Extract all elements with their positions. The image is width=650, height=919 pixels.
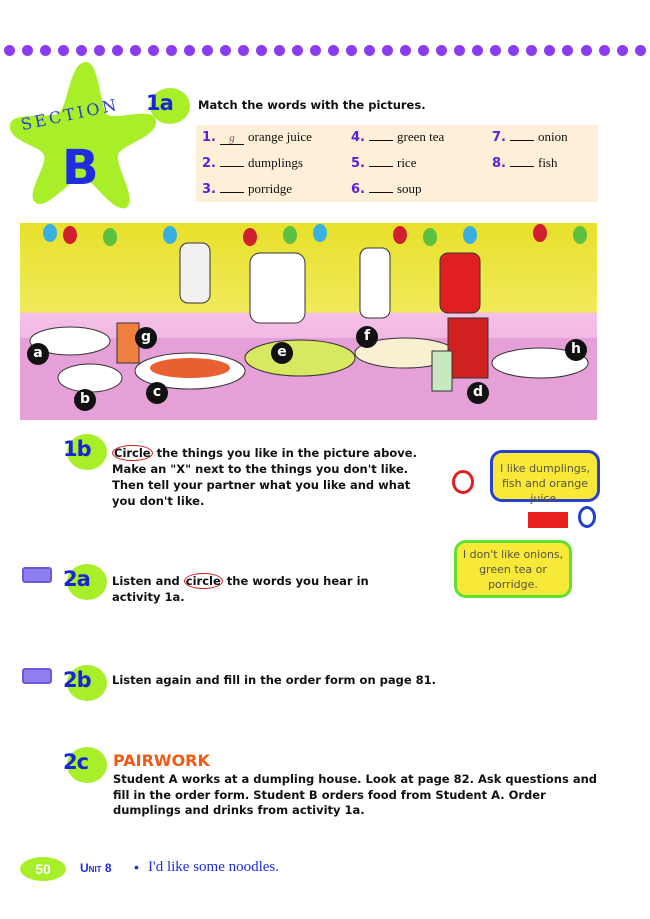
picture-label-e: e — [271, 342, 293, 364]
decorative-dot — [346, 45, 357, 56]
match-item — [202, 181, 292, 197]
decorative-dot — [544, 45, 555, 56]
decorative-dot — [256, 45, 267, 56]
decorative-dot — [166, 45, 177, 56]
section-letter: B — [62, 140, 99, 196]
party-food-picture — [20, 223, 597, 420]
section-label: SECTION — [19, 94, 121, 135]
decorative-dot — [238, 45, 249, 56]
speech-bubble-likes: I like dumplings, fish and orange juice. — [490, 450, 600, 502]
instruction-text: the words you hear in activity 1a. — [112, 574, 369, 604]
item-number: 5. — [351, 156, 365, 171]
item-number: 2. — [202, 156, 216, 171]
decorative-dot — [22, 45, 33, 56]
decorative-dot — [382, 45, 393, 56]
match-item — [351, 155, 416, 171]
person-icon — [452, 470, 474, 494]
match-item — [492, 155, 557, 171]
decorative-dot — [40, 45, 51, 56]
unit-title: I'd like some noodles. — [148, 859, 280, 875]
picture-label-h: h — [565, 339, 587, 361]
picture-label-c: c — [146, 382, 168, 404]
decorative-dot — [292, 45, 303, 56]
circled-word: Circle — [114, 446, 151, 460]
match-item — [351, 129, 444, 145]
activity-number-2b: 2b — [67, 665, 107, 701]
match-item — [202, 155, 303, 171]
item-word: dumplings — [247, 155, 303, 170]
activity-number-1b: 1b — [67, 434, 107, 470]
answer-blank[interactable]: g — [220, 132, 244, 145]
answer-blank[interactable] — [369, 140, 393, 141]
decorative-dot — [562, 45, 573, 56]
item-word: porridge — [247, 181, 293, 196]
unit-label: Unit 8 — [80, 861, 112, 875]
answer-blank[interactable] — [510, 166, 534, 167]
decorative-dot — [58, 45, 69, 56]
decorative-dot-border — [0, 45, 650, 59]
picture-label-b: b — [74, 389, 96, 411]
footer-bullet: • — [134, 859, 139, 875]
decorative-dot — [94, 45, 105, 56]
item-word: soup — [396, 181, 422, 196]
instruction-2c: Student A works at a dumpling house. Look at page 82. Ask questions and fill in the order form. Student B orders food from Student A. Order dumplings and drinks from activity 1a. — [113, 772, 597, 817]
item-number: 7. — [492, 130, 506, 145]
match-item — [492, 129, 568, 145]
match-item — [202, 129, 312, 145]
picture-label-a: a — [27, 343, 49, 365]
decorative-dot — [220, 45, 231, 56]
decorative-dot — [310, 45, 321, 56]
item-number: 4. — [351, 130, 365, 145]
picture-label-d: d — [467, 382, 489, 404]
decorative-dot — [148, 45, 159, 56]
table-icon — [528, 512, 568, 528]
decorative-dot — [130, 45, 141, 56]
page-number: 50 — [20, 857, 66, 881]
decorative-dot — [472, 45, 483, 56]
item-number: 3. — [202, 182, 216, 197]
instruction-1a: Match the words with the pictures. — [198, 98, 426, 112]
item-word: rice — [396, 155, 417, 170]
food-illustration — [20, 223, 597, 420]
item-word: green tea — [396, 129, 445, 144]
speech-bubble-dislikes: I don't like onions, green tea or porridge. — [454, 540, 572, 598]
word-match-box — [196, 125, 598, 202]
decorative-dot — [364, 45, 375, 56]
activity-number-2a: 2a — [67, 564, 107, 600]
decorative-dot — [76, 45, 87, 56]
item-word: orange juice — [247, 129, 312, 144]
decorative-dot — [526, 45, 537, 56]
activity-number-2c: 2c — [67, 747, 107, 783]
item-word: fish — [537, 155, 558, 170]
instruction-2b: Listen again and fill in the order form on page 81. — [112, 673, 437, 687]
item-number: 8. — [492, 156, 506, 171]
instruction-2a — [112, 573, 412, 605]
decorative-dot — [599, 45, 610, 56]
decorative-dot — [4, 45, 15, 56]
decorative-dot — [436, 45, 447, 56]
answer-blank[interactable] — [510, 140, 534, 141]
decorative-dot — [112, 45, 123, 56]
picture-label-f: f — [356, 326, 378, 348]
pairwork-heading: PAIRWORK — [113, 751, 210, 770]
decorative-dot — [202, 45, 213, 56]
decorative-dot — [454, 45, 465, 56]
item-number: 6. — [351, 182, 365, 197]
picture-label-g: g — [135, 327, 157, 349]
answer-blank[interactable] — [220, 166, 244, 167]
decorative-dot — [635, 45, 646, 56]
dialogue-illustration — [440, 440, 610, 600]
item-number: 1. — [202, 130, 216, 145]
decorative-dot — [617, 45, 628, 56]
answer-blank[interactable] — [369, 192, 393, 193]
decorative-dot — [274, 45, 285, 56]
decorative-dot — [508, 45, 519, 56]
decorative-dot — [581, 45, 592, 56]
item-word: onion — [537, 129, 568, 144]
decorative-dot — [418, 45, 429, 56]
circled-word: circle — [185, 574, 221, 588]
activity-number-1a: 1a — [150, 88, 190, 124]
cassette-tape-icon — [22, 668, 52, 684]
match-item — [351, 181, 422, 197]
instruction-text: Listen and — [112, 574, 184, 588]
decorative-dot — [328, 45, 339, 56]
decorative-dot — [490, 45, 501, 56]
cassette-tape-icon — [22, 567, 52, 583]
person-icon — [578, 506, 596, 528]
decorative-dot — [400, 45, 411, 56]
decorative-dot — [184, 45, 195, 56]
answer-blank[interactable] — [220, 192, 244, 193]
instruction-1b — [112, 445, 422, 509]
answer-blank[interactable] — [369, 166, 393, 167]
instruction-text: the things you like in the picture above. Make an "X" next to the things you don't like. Then tell your partner what you like and what you don't like. — [112, 446, 417, 508]
